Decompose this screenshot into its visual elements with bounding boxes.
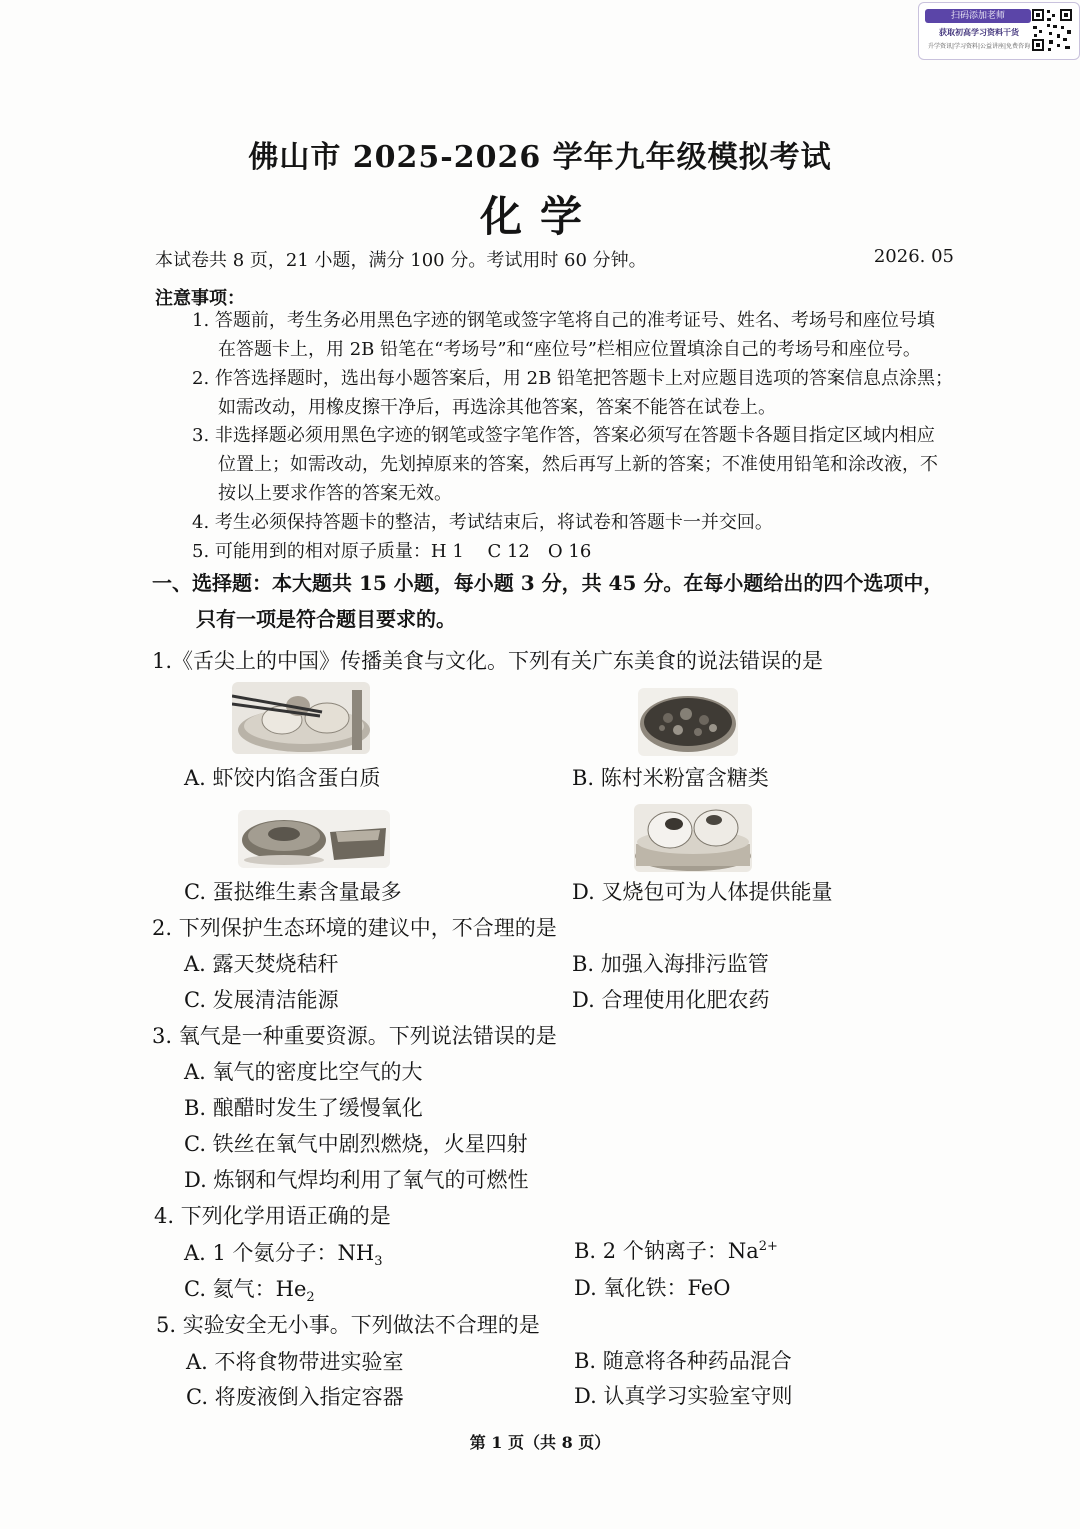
question-5-option-d[interactable]: D. 认真学习实验室守则 (574, 1384, 793, 1408)
option-text: A. 1 个氨分子：NH (184, 1241, 375, 1265)
note-line: 2. 作答选择题时，选出每小题答案后，用 2B 铅笔把答题卡上对应题目选项的答案信息点涂黑； (192, 368, 954, 389)
note-line: 1. 答题前，考生务必用黑色字迹的钢笔或签字笔将自己的准考证号、姓名、考场号和座位号填 (192, 310, 935, 331)
option-text: B. 2 个钠离子：Na (574, 1239, 759, 1263)
subscript: 3 (374, 1254, 383, 1270)
promo-line2: 升学资讯|学习资料|公益讲座|免费咨询 (927, 43, 1031, 50)
subscript: 2 (306, 1290, 315, 1306)
question-1-option-b[interactable]: B. 陈村米粉富含糖类 (572, 766, 769, 790)
note-line: 3. 非选择题必须用黑色字迹的钢笔或签字笔作答，答案必须写在答题卡各题目指定区域内相应 (192, 425, 935, 446)
note-line: 如需改动，用橡皮擦干净后，再选涂其他答案，答案不能答在试卷上。 (218, 397, 776, 418)
option-text: C. 氦气：He (184, 1277, 307, 1301)
page-footer: 第 1 页（共 8 页） (469, 1433, 611, 1452)
question-5-option-c[interactable]: C. 将废液倒入指定容器 (186, 1385, 404, 1409)
note-line: 5. 可能用到的相对原子质量：H 1 C 12 O 16 (192, 541, 592, 562)
subject-title: 化学 (479, 192, 600, 241)
section-line: 只有一项是符合题目要求的。 (196, 607, 456, 631)
promo-badge (918, 2, 1080, 60)
note-item (192, 421, 982, 508)
question-3-option-b[interactable]: B. 酿醋时发生了缓慢氧化 (184, 1096, 423, 1120)
qr-code-icon (1031, 8, 1073, 52)
char-siu-bun-image (634, 804, 752, 872)
note-item (192, 364, 982, 422)
exam-date: 2026. 05 (873, 246, 954, 267)
question-1-option-d[interactable]: D. 叉烧包可为人体提供能量 (572, 880, 833, 904)
egg-tart-image (238, 810, 390, 868)
notes-heading: 注意事项： (155, 288, 245, 309)
note-item (192, 537, 982, 566)
question-5-stem: 5. 实验安全无小事。下列做法不合理的是 (156, 1313, 540, 1337)
promo-banner: 扫码添加老师 (925, 9, 1031, 23)
question-2-option-c[interactable]: C. 发展清洁能源 (184, 988, 339, 1012)
exam-meta: 本试卷共 8 页，21 小题，满分 100 分。考试用时 60 分钟。 (155, 250, 647, 271)
note-line: 位置上；如需改动，先划掉原来的答案，然后再写上新的答案；不准使用铅笔和涂改液，不 (218, 454, 938, 475)
question-2-option-b[interactable]: B. 加强入海排污监管 (572, 952, 769, 976)
question-3-option-a[interactable]: A. 氧气的密度比空气的大 (184, 1060, 423, 1084)
question-4-stem: 4. 下列化学用语正确的是 (154, 1204, 391, 1228)
section-heading (152, 565, 982, 637)
question-4-option-d[interactable]: D. 氧化铁：FeO (574, 1276, 731, 1300)
question-4-option-b[interactable] (574, 1235, 778, 1265)
question-1-option-c[interactable]: C. 蛋挞维生素含量最多 (184, 880, 402, 904)
question-3-option-d[interactable]: D. 炼钢和气焊均利用了氧气的可燃性 (184, 1168, 529, 1192)
note-line: 按以上要求作答的答案无效。 (218, 483, 452, 504)
promo-line1: 获取初高学习资料干货 (939, 28, 1019, 37)
section-line: 一、选择题：本大题共 15 小题，每小题 3 分，共 45 分。在每小题给出的四个选项中， (152, 571, 944, 595)
question-5-option-a[interactable]: A. 不将食物带进实验室 (186, 1350, 404, 1374)
note-item (192, 306, 982, 364)
note-item (192, 508, 982, 537)
question-4-option-a[interactable] (184, 1237, 383, 1269)
question-5-option-b[interactable]: B. 随意将各种药品混合 (574, 1349, 792, 1373)
exam-title: 佛山市 2025-2026 学年九年级模拟考试 (248, 140, 832, 175)
question-2-stem: 2. 下列保护生态环境的建议中，不合理的是 (152, 916, 557, 940)
question-2-option-d[interactable]: D. 合理使用化肥农药 (572, 988, 770, 1012)
shrimp-dumpling-image (232, 682, 370, 754)
question-4-option-c[interactable] (184, 1273, 315, 1305)
rice-noodle-image (638, 688, 738, 756)
note-line: 4. 考生必须保持答题卡的整洁，考试结束后，将试卷和答题卡一并交回。 (192, 512, 773, 533)
question-3-stem: 3. 氧气是一种重要资源。下列说法错误的是 (152, 1024, 557, 1048)
superscript: 2+ (758, 1239, 778, 1254)
note-line: 在答题卡上，用 2B 铅笔在“考场号”和“座位号”栏相应位置填涂自己的考场号和座位号。 (218, 339, 921, 360)
question-1-stem: 1.《舌尖上的中国》传播美食与文化。下列有关广东美食的说法错误的是 (152, 649, 824, 673)
question-2-option-a[interactable]: A. 露天焚烧秸秆 (184, 952, 339, 976)
question-1-option-a[interactable]: A. 虾饺内馅含蛋白质 (184, 766, 381, 790)
question-3-option-c[interactable]: C. 铁丝在氧气中剧烈燃烧，火星四射 (184, 1132, 528, 1156)
